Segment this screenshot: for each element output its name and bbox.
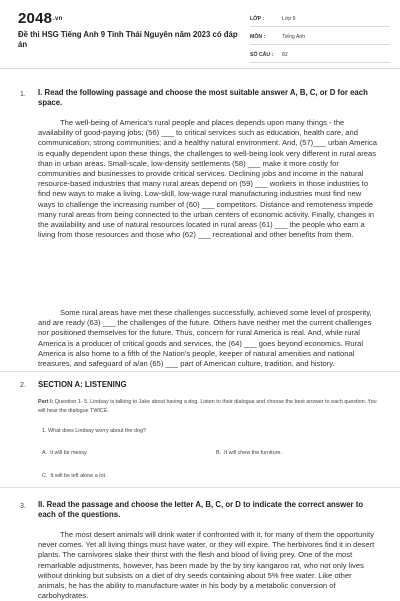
meta-row-count <box>250 48 390 63</box>
part-label: Part I: <box>38 399 54 405</box>
option-letter: C. <box>42 473 48 479</box>
meta-row-class <box>250 12 390 27</box>
logo-text: 2048 <box>18 10 53 27</box>
option-text: It will be left alone a lot. <box>50 473 107 479</box>
page-header <box>0 0 400 69</box>
section-heading: SECTION A: LISTENING <box>38 380 127 389</box>
listening-instructions <box>38 398 378 416</box>
divider <box>0 487 400 488</box>
logo-suffix: .vn <box>53 16 63 23</box>
question-number: 2. <box>20 382 26 389</box>
question-heading: I. Read the following passage and choose the most suitable answer A, B, C, or D for each space. <box>38 88 368 107</box>
meta-value: Tiếng Anh <box>282 34 306 40</box>
meta-label: MÔN : <box>250 34 266 40</box>
meta-label: SỐ CÂU : <box>250 52 274 58</box>
meta-value: 82 <box>282 52 288 58</box>
meta-label: LỚP : <box>250 16 265 22</box>
listening-question: 1. What does Lindsay worry about the dog? <box>42 428 146 434</box>
question-heading: II. Read the passage and choose the letter A, B, C, or D to indicate the correct answer to each of the questions. <box>38 500 364 519</box>
option-letter: B. <box>216 450 222 456</box>
answer-option-a[interactable] <box>42 450 88 456</box>
meta-row-subject <box>250 30 390 45</box>
passage-paragraph: The well-being of America's rural people and places depends upon many things - the availability of good-paying jobs; (56) ___ to critical services such as education, health care, and communication; strong communities; and a healthy natural environment. And, (57)___ urban America is equally dependent upon these things, the challenges to well-being look very different in rural areas than in urban areas. Small-scale, low-density settlements (58) ___ make it more costly for communities and businesses to provide critical services. Declining jobs and income in the natural resource-based industries that many rural areas depend on (59) ___ workers in those industries to find new ways to make a living. Low-skill, low-wage rural manufacturing industries must find new ways to challenge the increasing number of (60) ___ competitors. Distance and remoteness impede many rural areas from being connected to the urban centers of economic activity. Finally, changes in the availability and use of natural resources located in rural areas (61) ___ the people who earn a living from those resources and those who (62) ___ recreational and other benefits from them. <box>38 118 377 240</box>
exam-title: Đề thi HSG Tiếng Anh 9 Tỉnh Thái Nguyên năm 2023 có đáp án <box>18 30 238 49</box>
divider <box>0 371 400 372</box>
answer-option-c[interactable] <box>42 473 106 479</box>
meta-value: Lớp 9 <box>282 16 296 22</box>
part-text: Question 1- 5. Lindsay is talking to Jake about having a dog. Listen to their dialogue and choose the best answer to each question. You will hear the dialogue TWICE. <box>38 399 377 414</box>
answer-option-b[interactable] <box>216 450 282 456</box>
question-number: 1. <box>20 91 26 98</box>
question-number: 3. <box>20 503 26 510</box>
passage-paragraph: The most desert animals will drink water if confronted with it, for many of them the opportunity never comes. Yet all living things must have water, or they will expire. The herbivores find it in desert plants. The carnivores slake their thirst with the flesh and blood of living prey. One of the most remarkable adjustments, however, has been made by the by tiny kangaroo rat, who not only lives without drinking but subsists on a diet of dry seeds containing about 5% free water. Like other animals, he has the ability to manufacture water in his body by a metabolic conversion of carbohydrates. <box>38 530 375 601</box>
exam-meta <box>250 12 390 66</box>
option-text: It will be messy. <box>50 450 88 456</box>
passage-paragraph: Some rural areas have met these challenges successfully, achieved some level of prosperity, and are ready (63) ___ the challenges of the future. Others have neither met the current challenges nor positioned themselves for the future. Thus, concern for rural America is real. And, while rural America is a producer of critical goods and services, the (64) ___ goes beyond economics. Rural America is also home to a fifth of the Nation's people, keeper of natural amenities and national treasures, and safeguard of a/an (65) ___ part of American culture, tradition, and history. <box>38 308 372 369</box>
site-logo[interactable] <box>18 10 62 27</box>
option-letter: A. <box>42 450 48 456</box>
option-text: It will chew the furniture. <box>224 450 282 456</box>
